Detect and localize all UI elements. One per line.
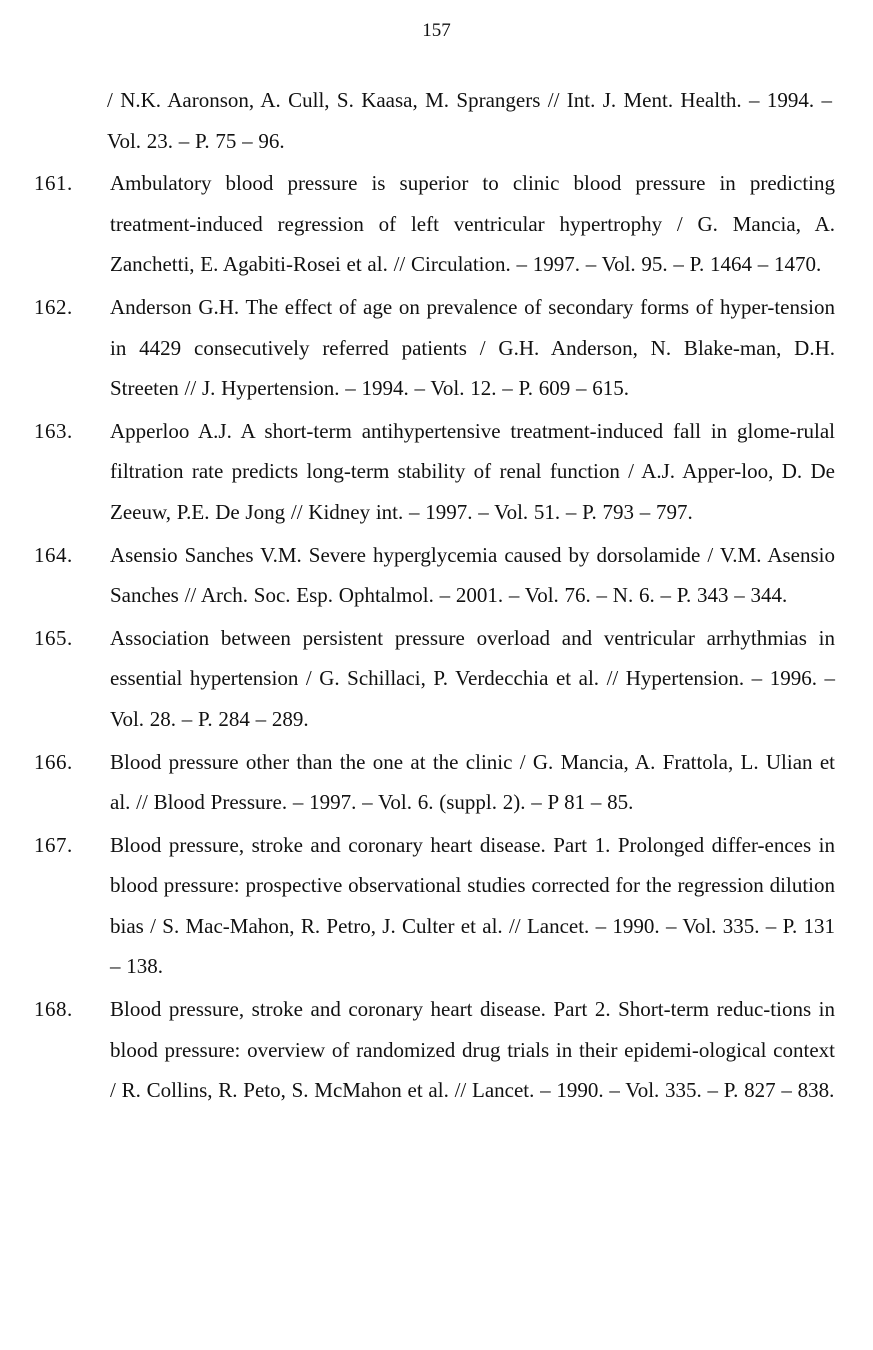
reference-text: Blood pressure other than the one at the clinic / G. Mancia, A. Frattola, L. Ulian et al. // Blood Pressure. – 1997. – Vol. 6. (suppl. 2). – P 81 – 85.	[110, 749, 835, 815]
reference-number: 164.	[34, 542, 73, 567]
reference-item-165	[0, 618, 873, 740]
reference-item-167	[0, 825, 873, 987]
reference-item-166	[0, 742, 873, 823]
reference-text: Association between persistent pressure overload and ventricular arrhythmias in essential hypertension / G. Schillaci, P. Verdecchia et al. // Hypertension. – 1996. – Vol. 28. – P. 284 – 289.	[110, 625, 835, 731]
reference-item-163	[0, 411, 873, 533]
reference-text: Asensio Sanches V.M. Severe hyperglycemia caused by dorsolamide / V.M. Asensio Sanches // Arch. Soc. Esp. Ophtalmol. – 2001. – Vol. 76. – N. 6. – P. 343 – 344.	[110, 542, 835, 608]
reference-item-168	[0, 989, 873, 1111]
reference-number: 165.	[34, 625, 73, 650]
reference-text: Ambulatory blood pressure is superior to clinic blood pressure in predicting treatment-induced regression of left ventricular hypertrophy / G. Mancia, A. Zanchetti, E. Agabiti-Rosei et al. // Circulation. – 1997. – Vol. 95. – P. 1464 – 1470.	[110, 171, 835, 277]
reference-list	[0, 80, 873, 1113]
reference-text: Anderson G.H. The effect of age on prevalence of secondary forms of hyper-tension in 4429 consecutively referred patients / G.H. Anderson, N. Blake-man, D.H. Streeten // J. Hypertension. – 1994. – Vol. 12. – P. 609 – 615.	[110, 294, 835, 401]
reference-number: 168.	[34, 997, 73, 1022]
reference-number: 166.	[34, 749, 73, 774]
page-number: 157	[422, 20, 451, 41]
reference-text: Blood pressure, stroke and coronary heart disease. Part 1. Prolonged differ-ences in blood pressure: prospective observational studies corrected for the regression dilution bias / S. Mac-Mahon, R. Petro, J. Culter et al. // Lancet. – 1990. – Vol. 335. – P. 131 – 138.	[110, 832, 835, 979]
reference-text: Apperloo A.J. A short-term antihypertensive treatment-induced fall in glome-rulal filtration rate predicts long-term stability of renal function / A.J. Apper-loo, D. De Zeeuw, P.E. De Jong // Kidney int. – 1997. – Vol. 51. – P. 793 – 797.	[110, 418, 835, 524]
reference-number: 161.	[34, 171, 73, 196]
reference-number: 163.	[34, 418, 73, 443]
reference-number: 162.	[34, 294, 73, 319]
reference-continuation	[0, 80, 873, 161]
reference-text: Blood pressure, stroke and coronary heart disease. Part 2. Short-term reduc-tions in blood pressure: overview of randomized drug trials in their epidemi-ological context / R. Collins, R. Peto, S. McMahon et al. // Lancet. – 1990. – Vol. 335. – P. 827 – 838.	[110, 997, 835, 1103]
reference-text: / N.K. Aaronson, A. Cull, S. Kaasa, M. Sprangers // Int. J. Ment. Health. – 1994. – Vol. 23. – P. 75 – 96.	[107, 88, 832, 153]
reference-item-164	[0, 535, 873, 616]
reference-item-161	[0, 163, 873, 285]
reference-number: 167.	[34, 832, 73, 857]
reference-item-162	[0, 287, 873, 409]
